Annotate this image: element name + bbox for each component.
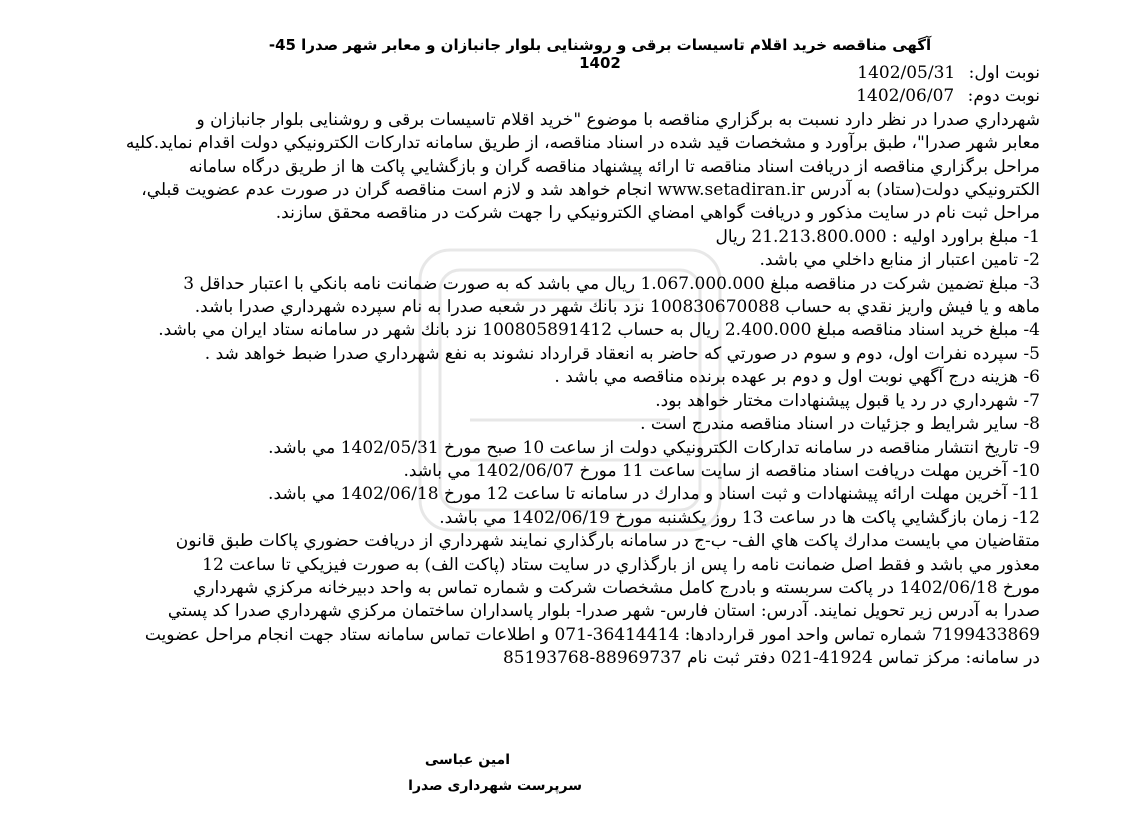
date-label: نوبت اول: [968, 63, 1040, 83]
intro-line: الكترونيكي دولت(ستاد) به آدرس www.setadiran.ir انجام خواهد شد و لازم است مناقصه گران در صورت عدم عضويت قبلي، [141, 180, 1040, 201]
condition-item: 3- مبلغ تضمين شركت در مناقصه مبلغ 1.067.000.000 ريال مي باشد كه به صورت ضمانت نامه بانكي با اعتبار حداقل 3 [183, 273, 1040, 294]
intro-line: مراحل برگزاري مناقصه از دريافت اسناد مناقصه تا ارائه پيشنهاد مناقصه گران و بازگشايي پاكت ها از طريق درگاه سامانه [188, 156, 1040, 177]
second-publication-date [150, 85, 1040, 108]
condition-item: 2- تامين اعتبار از منابع داخلي مي باشد. [759, 250, 1040, 271]
date-value: 1402/05/31 [857, 63, 956, 83]
date-label: نوبت دوم: [967, 86, 1040, 107]
closing-line: متقاضيان مي بايست مدارك پاكت هاي الف- ب-ج در سامانه بارگذاري نمايند شهرداري از دريافت حضوري پاكات طبق قانون [175, 531, 1040, 552]
closing-line: 7199433869 شماره تماس واحد امور قراردادها: 36414414-071 و اطلاعات تماس سامانه ستاد جهت انجام مراحل عضويت [144, 624, 1040, 645]
notice-title: آگهی مناقصه خرید اقلام تاسیسات برقی و روشنایی بلوار جانبازان و معابر شهر صدرا 45-1402 [268, 36, 932, 72]
condition-item: 7- شهرداري در رد يا قبول پيشنهادات مختار خواهد بود. [655, 390, 1040, 411]
closing-line: صدرا به آدرس زير تحويل نمايند. آدرس: استان فارس- شهر صدرا- بلوار پاسداران ساختمان مركزي شهرداري صدرا كد پستي [167, 601, 1040, 622]
condition-item: 8- ساير شرايط و جزئيات در اسناد مناقصه مندرج است . [640, 414, 1040, 435]
closing-line: معذور مي باشد و فقط اصل ضمانت نامه را پس از بارگذاري در سايت ستاد (پاكت الف) به صورت فيزيكي تا ساعت 12 [202, 554, 1040, 575]
condition-item: 12- زمان بازگشايي پاكت ها در ساعت 13 روز يكشنبه مورخ 1402/06/19 مي باشد. [439, 507, 1040, 528]
intro-line: شهرداري صدرا در نظر دارد نسبت به برگزاري مناقصه با موضوع "خريد اقلام تاسيسات برقی و روشنايی بلوار جانبازان و [196, 109, 1040, 130]
first-publication-date [150, 62, 1040, 85]
signatory-name: امین عباسی [424, 752, 510, 768]
notice-body [125, 62, 1040, 671]
condition-item: 5- سپرده نفرات اول، دوم و سوم در صورتي كه حاضر به انعقاد قرارداد نشوند به نفع شهرداري صدرا ضبط خواهد شد . [204, 343, 1040, 364]
closing-line: مورخ 1402/06/18 در پاكت سربسته و بادرج كامل مشخصات شركت و شماره تماس به واحد دبيرخانه مركزي شهرداري [192, 577, 1040, 598]
signatory-role: سرپرست شهرداری صدرا [408, 778, 582, 794]
condition-item: 6- هزينه درج آگهي نوبت اول و دوم بر عهده برنده مناقصه مي باشد . [554, 367, 1040, 388]
condition-item: 10- آخرين مهلت دريافت اسناد مناقصه از سايت ساعت 11 مورخ 1402/06/07 مي باشد. [403, 460, 1040, 481]
condition-item: 4- مبلغ خريد اسناد مناقصه مبلغ 2.400.000 ريال به حساب 100805891412 نزد بانك شهر در سامانه ستاد ايران مي باشد. [158, 320, 1040, 341]
intro-line: مراحل ثبت نام در سايت مذكور و دريافت گواهي امضاي الكترونيكي را جهت شركت در مناقصه محقق سازند. [275, 203, 1040, 224]
closing-line: در سامانه: مركز تماس 41924-021 دفتر ثبت نام 88969737-85193768 [502, 648, 1040, 669]
condition-item: 9- تاريخ انتشار مناقصه در سامانه تداركات الكترونيكي دولت از ساعت 10 صبح مورخ 1402/05/31 مي باشد. [268, 437, 1040, 458]
date-value: 1402/06/07 [856, 86, 955, 107]
intro-line: معابر شهر صدرا"، طبق برآورد و مشخصات قيد شده در اسناد مناقصه، از طريق سامانه تداركات الكترونيكي دولت اقدام نمايد.كليه [125, 133, 1040, 154]
condition-item: 1- مبلغ براورد اوليه : 21.213.800.000 ريال [715, 226, 1040, 247]
condition-item-continued: ماهه و يا فيش واريز نقدي به حساب 100830670088 نزد بانك شهر در شعبه صدرا به نام سپرده شهرداري صدرا باشد. [194, 297, 1040, 318]
condition-item: 11- آخرين مهلت ارائه پيشنهادات و ثبت اسناد و مدارك در سامانه تا ساعت 12 مورخ 1402/06/18 مي باشد. [268, 484, 1040, 505]
